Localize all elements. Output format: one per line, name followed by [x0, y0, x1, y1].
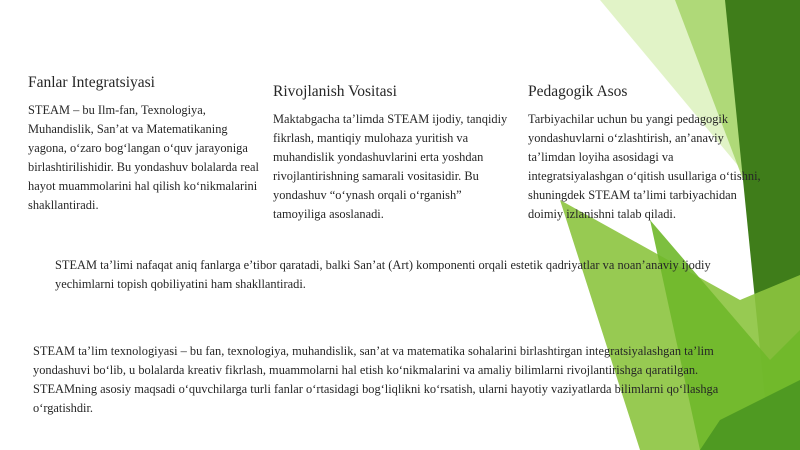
paragraph-art-component: STEAM ta’limi nafaqat aniq fanlarga e’tibor qaratadi, balki San’at (Art) komponenti orqali estetik qadriyatlar va noan’anaviy ijodiy yechimlarni topish qobiliyatini ham shakllantiradi.: [55, 258, 711, 291]
column-heading: Fanlar Integratsiyasi: [28, 74, 155, 91]
column-text: Maktabgacha ta’limda STEAM ijodiy, tanqidiy fikrlash, mantiqiy mulohaza yuritish va muhandislik yondashuvlarini erta yoshdan rivojlantirishning samarali vositasidir. Bu yondashuv “o‘ynash orqali o‘rganish” tamoyiliga asoslanadi.: [273, 112, 508, 221]
paragraph-steam-definition: STEAM ta’lim texnologiyasi – bu fan, texnologiya, muhandislik, san’at va matematika sohalarini birlashtirgan integratsiyalashgan ta’lim yondashuvi bo‘lib, u bolalarda kreativ fikrlash, muammolarni hal etish ko‘nikmalarini va amaliy bilimlarni rivojlantirishga qaratilgan. STEAMning asosiy maqsadi o‘quvchilarga turli fanlar o‘rtasidagi bog‘liqlikni ko‘rsatish, ularni hayotiy vaziyatlarda bilimlarni qo‘llashga o‘rgatishdir.: [33, 344, 719, 415]
column-heading: Rivojlanish Vositasi: [273, 83, 397, 100]
column-rivojlanish-vositasi: [273, 83, 509, 224]
column-text: STEAM – bu Ilm-fan, Texnologiya, Muhandislik, San’at va Matematikaning yagona, o‘zaro bog‘langan o‘quv jarayoniga birlashtirilishidir. Bu yondashuv bolalarda real hayot muammolarini hal qilish ko‘nikmalarini shakllantiradi.: [28, 103, 259, 212]
column-pedagogik-asos: [528, 83, 764, 224]
column-fanlar-integratsiyasi: [28, 74, 264, 215]
column-heading: Pedagogik Asos: [528, 83, 628, 100]
column-text: Tarbiyachilar uchun bu yangi pedagogik yondashuvlarni o‘zlashtirish, an’anaviy ta’limdan loyiha asosidagi va integratsiyalashgan o‘qitish usullariga o‘tishni, shuningdek STEAM ta’limi tarbiyachidan doimiy izlanishni talab qiladi.: [528, 112, 761, 221]
